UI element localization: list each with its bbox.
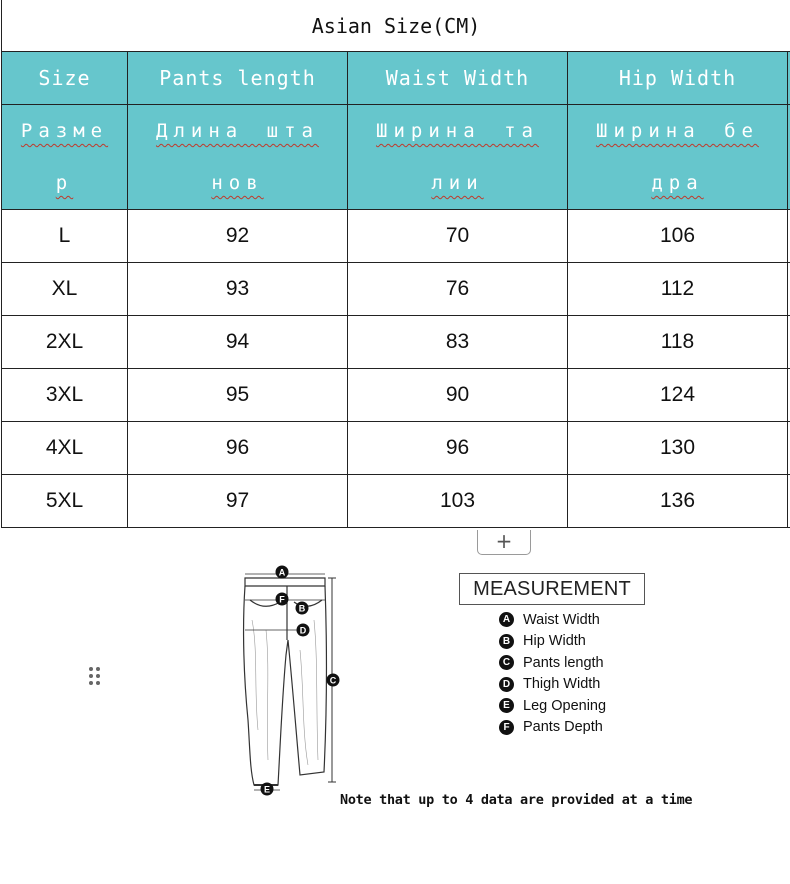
header-size: Size [2, 52, 128, 105]
cell-hip-width: 130 [568, 422, 788, 475]
cell-waist-width: 103 [348, 475, 568, 528]
measurement-legend [499, 609, 606, 738]
cell-waist-width: 70 [348, 210, 568, 263]
pants-diagram [230, 560, 350, 800]
measurement-title: MEASUREMENT [459, 573, 645, 605]
table-row [2, 422, 790, 475]
table-row [2, 316, 790, 369]
cell-hip-width: 112 [568, 263, 788, 316]
cell-hip-width: 118 [568, 316, 788, 369]
header-pants-length: Pants length [128, 52, 348, 105]
badge-b-icon: B [499, 634, 514, 649]
table-row [2, 210, 790, 263]
badge-c-icon: C [499, 655, 514, 670]
cell-size: 5XL [2, 475, 128, 528]
table-row [2, 369, 790, 422]
legend-item-hip-width: B Hip Width [499, 631, 606, 653]
diagram-badge-d-icon [297, 624, 310, 637]
header-ru-hip-width: Ширина бе дра [568, 105, 788, 210]
cell-pants-length: 96 [128, 422, 348, 475]
cell-waist-width: 90 [348, 369, 568, 422]
cell-waist-width: 96 [348, 422, 568, 475]
diagram-badge-f-icon [276, 593, 289, 606]
cell-hip-width: 106 [568, 210, 788, 263]
cell-pants-length: 97 [128, 475, 348, 528]
svg-text:C: C [329, 675, 337, 686]
cell-pants-length: 93 [128, 263, 348, 316]
cell-pants-length: 92 [128, 210, 348, 263]
cell-size: XL [2, 263, 128, 316]
add-row-button[interactable]: + [477, 530, 531, 555]
size-chart-table [1, 0, 790, 528]
cell-pants-length: 94 [128, 316, 348, 369]
header-ru-waist-width: Ширина та лии [348, 105, 568, 210]
header-waist-width: Waist Width [348, 52, 568, 105]
table-title: Asian Size(CM) [2, 0, 790, 52]
cell-size: 2XL [2, 316, 128, 369]
diagram-badge-c-icon [327, 674, 340, 687]
header-ru-pants-length: Длина шта нов [128, 105, 348, 210]
cell-size: 3XL [2, 369, 128, 422]
cell-hip-width: 136 [568, 475, 788, 528]
drag-handle-icon[interactable] [87, 667, 103, 693]
header-ru-size: Разме р [2, 105, 128, 210]
cell-waist-width: 76 [348, 263, 568, 316]
cell-size: L [2, 210, 128, 263]
legend-item-waist-width: A Waist Width [499, 609, 606, 631]
table-row [2, 475, 790, 528]
diagram-badge-e-icon [261, 783, 274, 796]
legend-item-thigh-width: D Thigh Width [499, 674, 606, 696]
badge-a-icon: A [499, 612, 514, 627]
cell-waist-width: 83 [348, 316, 568, 369]
svg-text:A: A [278, 567, 286, 578]
table-row [2, 263, 790, 316]
cell-pants-length: 95 [128, 369, 348, 422]
svg-text:E: E [263, 784, 271, 795]
badge-d-icon: D [499, 677, 514, 692]
cell-hip-width: 124 [568, 369, 788, 422]
badge-e-icon: E [499, 698, 514, 713]
diagram-badge-a-icon [276, 566, 289, 579]
svg-text:D: D [299, 625, 307, 636]
svg-text:B: B [298, 603, 306, 614]
diagram-badge-b-icon [296, 602, 309, 615]
svg-text:F: F [279, 594, 285, 605]
header-hip-width: Hip Width [568, 52, 788, 105]
legend-item-pants-length: C Pants length [499, 652, 606, 674]
data-note: Note that up to 4 data are provided at a time [340, 792, 693, 808]
badge-f-icon: F [499, 720, 514, 735]
legend-item-leg-opening: E Leg Opening [499, 695, 606, 717]
legend-item-pants-depth: F Pants Depth [499, 717, 606, 739]
cell-size: 4XL [2, 422, 128, 475]
